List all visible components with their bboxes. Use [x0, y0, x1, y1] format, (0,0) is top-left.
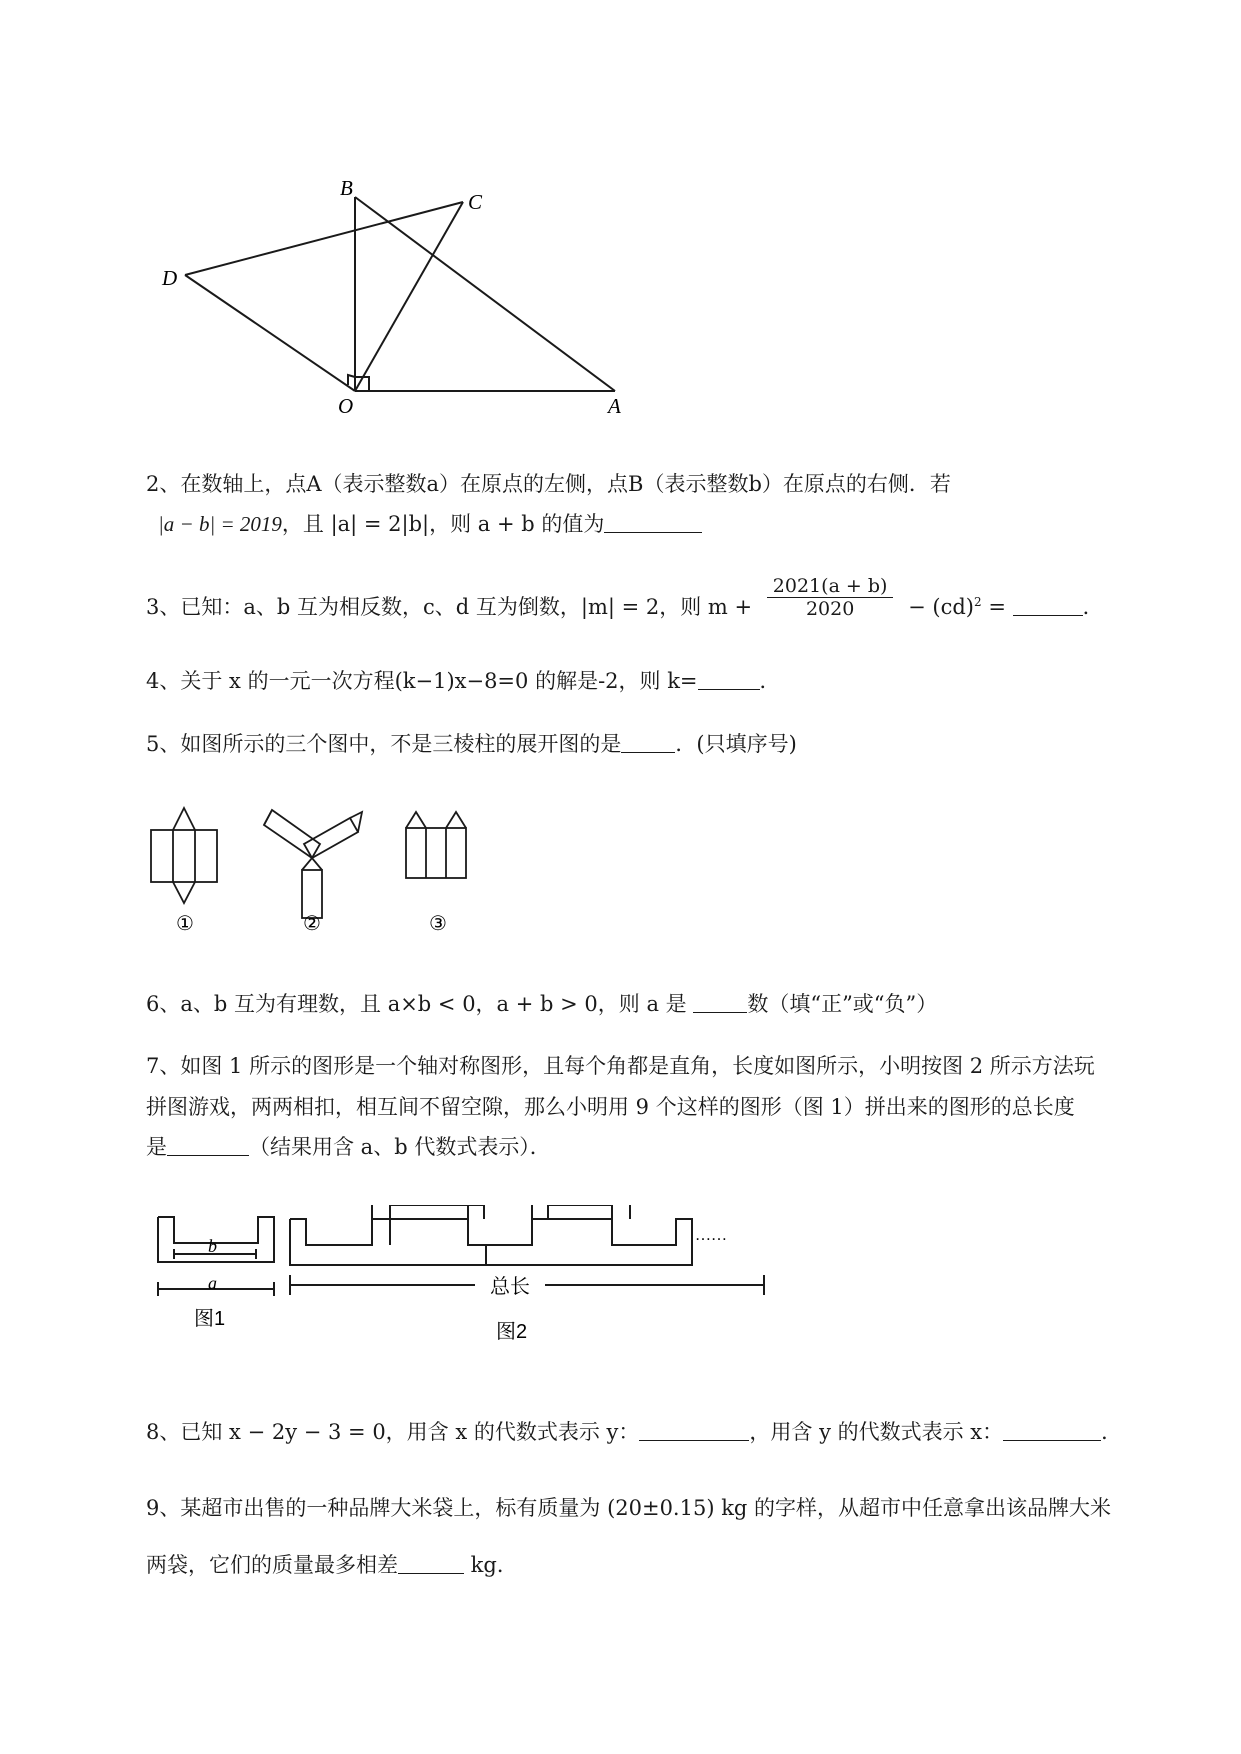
question-2-line-2 — [158, 510, 702, 538]
mass-value: (20±0.15) kg — [607, 1496, 748, 1520]
fraction — [767, 575, 894, 620]
net-label-2: ② — [303, 913, 321, 935]
question-text: − (cd) — [901, 595, 975, 619]
exponent: 2 — [974, 595, 982, 609]
question-9 — [146, 1494, 1111, 1522]
answer-blank[interactable] — [398, 1553, 464, 1574]
answer-blank[interactable] — [604, 512, 702, 533]
question-text: 拼图游戏，两两相扣，相互间不留空隙，那么小明用 9 个这样的图形（图 1）拼出来的图形的总长度 — [146, 1095, 1075, 1119]
fig1-label-a: a — [208, 1273, 217, 1293]
answer-blank[interactable] — [167, 1135, 249, 1156]
question-text: ． — [1101, 1420, 1123, 1444]
question-number: 6、 — [146, 992, 181, 1016]
question-number: 2、 — [146, 472, 181, 496]
net-label-1: ① — [176, 913, 194, 935]
total-length-label: 总长 — [490, 1276, 530, 1298]
answer-blank[interactable] — [621, 732, 675, 753]
answer-blank-y[interactable] — [639, 1420, 749, 1441]
question-7-line-3 — [146, 1133, 551, 1161]
question-text: a、b 互为有理数，且 a×b < 0，a + b > 0，则 a 是 — [180, 992, 687, 1016]
label-o: O — [338, 394, 354, 415]
answer-blank[interactable] — [693, 992, 747, 1013]
fraction-numerator: 2021(a + b) — [767, 575, 894, 598]
fig1-label-b: b — [208, 1236, 217, 1256]
question-text: 两袋，它们的质量最多相差 — [146, 1553, 398, 1577]
question-number: 5、 — [146, 732, 181, 756]
triangle-figure — [150, 175, 630, 415]
fig2-caption: 图2 — [496, 1321, 528, 1343]
net-label-3: ③ — [429, 913, 447, 935]
label-d: D — [162, 266, 178, 290]
question-text: 如图 1 所示的图形是一个轴对称图形，且每个角都是直角，长度如图所示，小明按图 2 所示方法玩 — [180, 1054, 1095, 1078]
question-text: ．(只填序号) — [675, 732, 797, 756]
question-text: 已知 x − 2y − 3 = 0，用含 x 的代数式表示 y： — [180, 1420, 640, 1444]
label-a: A — [608, 394, 621, 415]
question-number: 3、 — [146, 595, 181, 619]
equation: |a − b| = 2019 — [158, 512, 282, 536]
question-8 — [146, 1418, 1122, 1446]
question-5 — [146, 730, 797, 758]
label-c: C — [468, 190, 483, 214]
puzzle-figure — [150, 1205, 870, 1365]
answer-blank[interactable] — [1013, 595, 1083, 616]
question-text: 是 — [146, 1135, 167, 1159]
question-text: ，用含 y 的代数式表示 x： — [749, 1420, 1004, 1444]
question-text: （结果用含 a、b 代数式表示）． — [249, 1135, 551, 1159]
question-number: 7、 — [146, 1054, 181, 1078]
answer-blank[interactable] — [698, 669, 760, 690]
question-number: 8、 — [146, 1420, 181, 1444]
question-number: 9、 — [146, 1496, 181, 1520]
question-2 — [146, 470, 951, 498]
question-number: 4、 — [146, 669, 181, 693]
question-text: 已知：a、b 互为相反数，c、d 互为倒数，|m| = 2，则 m + — [180, 595, 759, 619]
question-6 — [146, 990, 937, 1018]
question-text: 如图所示的三个图中，不是三棱柱的展开图的是 — [180, 732, 622, 756]
question-text: 关于 x 的一元一次方程(k−1)x−8=0 的解是-2，则 k= — [180, 669, 698, 693]
answer-blank-x[interactable] — [1003, 1420, 1101, 1441]
question-text: kg． — [464, 1553, 518, 1577]
question-text: = — [981, 595, 1013, 619]
question-text: 的字样，从超市中任意拿出该品牌大米 — [747, 1496, 1112, 1520]
question-text: 某超市出售的一种品牌大米袋上，标有质量为 — [180, 1496, 608, 1520]
question-9-line-2 — [146, 1551, 518, 1579]
label-b: B — [340, 176, 353, 200]
question-4: 4、关于 x 的一元一次方程(k−1)x−8=0 的解是-2，则 k= ． — [146, 669, 781, 693]
question-text: ，且 |a| = 2|b|，则 a + b 的值为 — [281, 512, 605, 536]
question-7-line-2 — [146, 1093, 1075, 1121]
question-7 — [146, 1052, 1095, 1080]
fraction-denominator: 2020 — [805, 598, 855, 620]
question-text: 数（填“正”或“负”） — [747, 992, 938, 1016]
prism-nets-figure — [140, 800, 480, 940]
question-text: 在数轴上，点A（表示整数a）在原点的左侧，点B（表示整数b）在原点的右侧．若 — [180, 472, 951, 496]
fig1-caption: 图1 — [194, 1308, 226, 1330]
continuation-dots: …… — [695, 1227, 727, 1244]
question-3: 3、已知：a、b 互为相反数，c、d 互为倒数，|m| = 2，则 m + $\frac{2021(a + b)}{2020}$ − (cd)$^2$ = ． — [146, 575, 1104, 620]
